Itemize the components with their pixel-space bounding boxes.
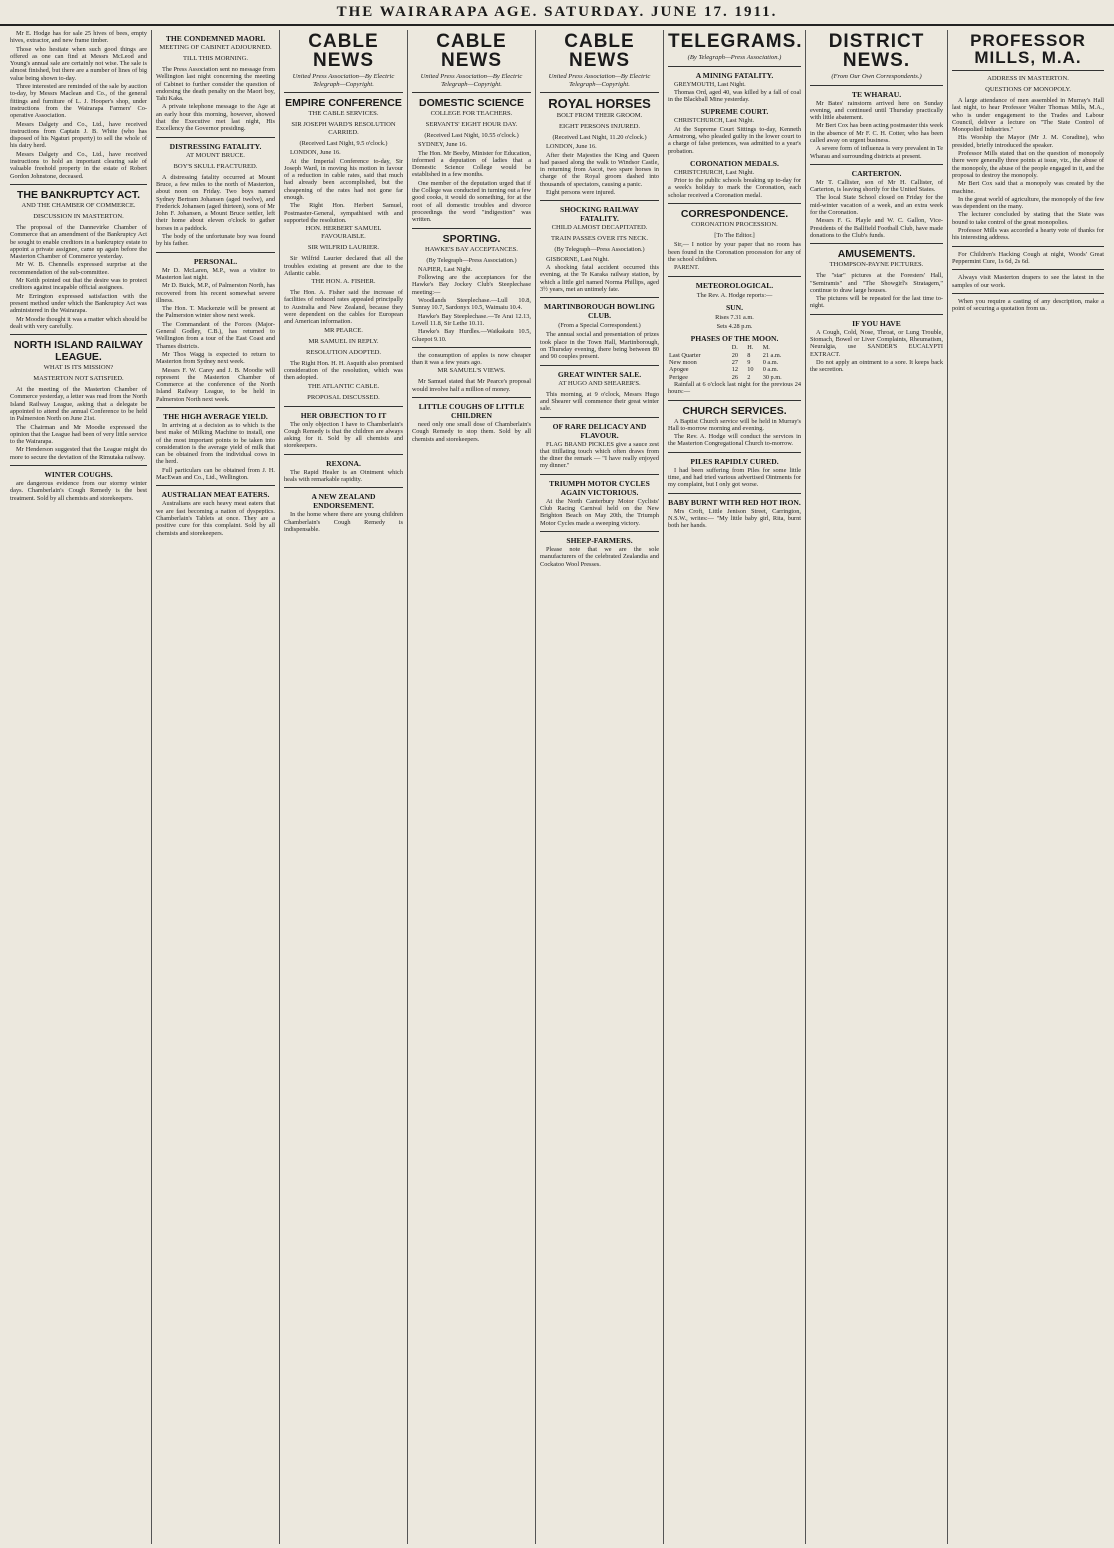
headline: EMPIRE CONFERENCE [285, 97, 402, 109]
headline: SHEEP-FARMERS. [566, 535, 633, 545]
subheadline: MR SAMUEL IN REPLY. [308, 337, 379, 345]
subheadline: PROPOSAL DISCUSSED. [307, 393, 380, 401]
column-5 [536, 30, 664, 1544]
headline: PILES RAPIDLY CURED. [690, 456, 779, 466]
paragraph: Australians are such heavy meat eaters that we are fast becoming a nation of dyspeptics. Chamberlain's Tablets at once. They are a positive cure for this complaint. Sold by all chemists and storekeepers. [156, 500, 275, 537]
divider [540, 474, 659, 475]
paragraph: Professor Mills stated that on the question of monopoly there were generally three points at issue, viz., the abuse of the monopoly, the abuse of the people engaged in it, and the proposal to destroy the monopoly. [952, 150, 1104, 179]
headline: IF YOU HAVE [852, 318, 901, 328]
paragraph: Mr D. McLaren, M.P., was a visitor to Masterton last night. [156, 266, 275, 281]
divider [284, 487, 403, 488]
table-cell: 0 a.m. [762, 366, 779, 374]
paragraph: The Rev. A. Hodge will conduct the services in the Masterton Congregational Church to-morrow. [668, 433, 801, 448]
paragraph: are dangerous evidence from our stormy winter days. Chamberlain's Cough Remedy is the best treatment. Sold by all chemists and storekeepers. [10, 480, 147, 502]
subheadline: THE CABLE SERVICES. [308, 110, 379, 117]
paragraph: Those who hesitate when such good things are offered as one can find at Messrs McLeod and Young's annual sale are certainly not wise. The sale is almost finished, but there are a number of lines of big value being shown to-day. [10, 45, 147, 82]
divider [540, 365, 659, 366]
masthead [0, 0, 1114, 26]
paragraph: Mrs Croft, Little Jenison Street, Carrington, N.S.W., writes:— "My little baby girl, Rita, burnt both her hands. [668, 507, 801, 530]
divider [952, 246, 1104, 247]
subheadline: HON. HERBERT SAMUEL FAVOURABLE. [305, 225, 382, 241]
sun-heading: SUN. [725, 302, 744, 312]
headline: ROYAL HORSES [548, 96, 651, 111]
paragraph: A private telephone message to the Age at an early hour this morning, however, showed that the Executive met last night, His Excellency the Governor presiding. [156, 103, 275, 133]
paragraph: Sir Wilfrid Laurier declared that all the troubles existing at present are due to the Atlantic cable. [284, 255, 403, 277]
subheadline: CORONATION PROCESSION. [691, 221, 778, 229]
paragraph: Hawke's Bay Steeplechase.—Te Arai 12.13, Lovell 11.8, Sir Lethe 10.11. [412, 312, 531, 327]
paragraph: Mr D. Buick, M.P., of Palmerston North, has recovered from his recent somewhat severe illness. [156, 282, 275, 304]
divider [810, 314, 943, 315]
paragraph: The only objection I have to Chamberlain's Cough Remedy is that the children are always asking for it. Sold by all chemists and storekeepers. [284, 420, 403, 450]
subheadline: THE HON. A. FISHER. [311, 278, 376, 286]
paragraph: At the meeting of the Masterton Chamber of Commerce yesterday, a letter was read from the North Island Railway League, asking that a delegate be appointed to attend the annual Conference to be held in Palmerston North on June 21st. [10, 386, 147, 423]
divider [540, 531, 659, 532]
credit-line: United Press Association—By Electric Telegraph—Copyright. [292, 73, 395, 88]
divider [10, 465, 147, 466]
paragraph: In the great world of agriculture, the monopoly of the few was dependent on the many. [952, 195, 1104, 211]
headline: A MINING FATALITY. [695, 70, 774, 80]
divider [952, 293, 1104, 294]
subheadline: MR SAMUEL'S VIEWS. [437, 367, 506, 375]
masthead-title: THE WAIRARAPA AGE. SATURDAY. JUNE 17. 1911. [336, 3, 778, 20]
section-banner: PROFESSOR MILLS, M.A. [970, 31, 1086, 67]
paragraph: When you require a casting of any description, make a point of securing a quotation from us. [952, 297, 1104, 313]
paragraph: Mr Keith pointed out that the desire was to protect creditors against incapable official assignees. [10, 277, 147, 292]
column-1 [6, 30, 152, 1544]
subheadline: MR PEARCE. [324, 326, 363, 334]
divider [668, 452, 801, 453]
subheadline: SERVANTS' EIGHT HOUR DAY. [425, 121, 518, 128]
paragraph: His Worship the Mayor (Mr J. M. Coradine), who presided, briefly introduced the speaker. [952, 134, 1104, 149]
paragraph: Following are the acceptances for the Hawke's Bay Jockey Club's Steeplechase meeting:— [412, 274, 531, 296]
headline: CORONATION MEDALS. [690, 158, 779, 168]
headline: THE CONDEMNED MAORI. [165, 34, 266, 43]
paragraph: A distressing fatality occurred at Mount Bruce, a few miles to the north of Masterton, about noon on Friday. Two boys named Sydney Bertram Johansen (aged twelve), and Frederick Johansen (aged thirteen), sons of Mr John F. Johansen, a Mount Bruce settler, left their home about eleven o'clock to gather horses in a paddock. [156, 173, 275, 232]
paragraph: Messrs F. G. Playle and W. C. Gallon, Vice-Presidents of the Ballfield Football Club, have made donations to the Club's funds. [810, 217, 943, 239]
divider [412, 228, 531, 229]
table-cell: H. [747, 344, 754, 352]
paragraph: need only one small dose of Chamberlain's Cough Remedy to stop them. Sold by all chemists and storekeepers. [412, 421, 531, 443]
paragraph: Do not apply an ointment to a sore. It keeps back the secretion. [810, 358, 943, 374]
received-note: (Received Last Night, 11.20 o'clock.) [552, 134, 647, 141]
table-cell: M. [762, 344, 770, 352]
subheadline: HAWKE'S BAY ACCEPTANCES. [425, 245, 518, 253]
divider [412, 92, 531, 93]
paragraph: A Baptist Church service will be held in Murray's Hall to-morrow morning and evening. [668, 417, 801, 432]
divider [810, 85, 943, 86]
headline: WINTER COUGHS. [44, 470, 113, 480]
headline: THE BANKRUPTCY ACT. [16, 188, 141, 201]
credit-line: (By Telegraph—Press Association.) [687, 54, 782, 61]
paragraph: Messrs F. W. Carey and J. B. Moodie will represent the Masterton Chamber of Commerce at the conference of the North Island Railway League, to be held in Palmerston North next week. [156, 366, 275, 403]
paragraph: For Children's Hacking Cough at night, Woods' Great Peppermint Cure, 1s 6d, 2s 6d. [952, 250, 1104, 265]
table-header-row [668, 344, 801, 351]
divider [810, 243, 943, 244]
paragraph: the consumption of apples is now cheaper than it was a few years ago. [412, 351, 531, 367]
paragraph: In the home where there are young children Chamberlain's Cough Remedy is indispensable. [284, 511, 403, 533]
section-banner: CABLE NEWS [308, 31, 379, 71]
table-cell: 12 [731, 366, 739, 374]
headline: REXONA. [326, 458, 361, 468]
paragraph: The annual social and presentation of prizes took place in the Town Hall, Martinborough, on Thursday evening, there being between 80 and 90 couples present. [540, 331, 659, 361]
credit-line: United Press Association—By Electric Telegraph—Copyright. [420, 73, 523, 88]
section-banner: CABLE NEWS [436, 31, 507, 71]
headline: TRIUMPH MOTOR CYCLES AGAIN VICTORIOUS. [549, 478, 650, 497]
paragraph: Messrs Dalgety and Co., Ltd., have received instructions from Captain J. B. White (who has disposed of his Ngaturi property) to sell the whole of his dairy herd. [10, 120, 147, 150]
paragraph: The Rapid Healer is an Ointment which heals with remarkable rapidity. [284, 468, 403, 484]
headline: HER OBJECTION TO IT [300, 410, 387, 420]
paragraph: Hawke's Bay Hurdles.—Waikakaiu 10.5, Gluepot 9.10. [412, 328, 531, 343]
subheadline: SIR WILFRID LAURIER. [307, 244, 380, 252]
paragraph: CHRISTCHURCH, Last Night. [674, 117, 755, 125]
received-note: (By Telegraph—Press Association.) [426, 256, 517, 264]
headline: CORRESPONDENCE. [680, 208, 789, 221]
moon-heading: PHASES OF THE MOON. [690, 334, 779, 344]
divider [10, 334, 147, 335]
table-cell: Perigee [669, 373, 688, 381]
paragraph: GISBORNE, Last Night. [546, 255, 609, 263]
headline: BABY BURNT WITH RED HOT IRON. [668, 497, 801, 507]
subheadline: EIGHT PERSONS INJURED. [558, 123, 641, 130]
table-row [668, 352, 801, 359]
paragraph: Professor Mills was accorded a hearty vote of thanks for his interesting address. [952, 227, 1104, 242]
headline: SUPREME COURT. [700, 107, 769, 117]
table-row [668, 359, 801, 366]
paragraph: Mr E. Hodge has for sale 25 hives of bees, empty hives, extractor, and new frame timber. [10, 30, 147, 45]
paragraph: Eight persons were injured. [546, 189, 616, 197]
columns [6, 30, 1108, 1544]
subheadline: TILL THIS MORNING. [182, 55, 249, 62]
headline: DISTRESSING FATALITY. [169, 141, 262, 151]
paragraph: The proposal of the Dannevirke Chamber of Commerce that an amendment of the Bankruptcy Act be sought to enable creditors in a bankruptcy estate to appoint a private assignee, came up again before the Masterton Chamber of Commerce yesterday. [10, 223, 147, 261]
subheadline: SIR JOSEPH WARD'S RESOLUTION CARRIED. [291, 121, 396, 136]
paragraph: FLAG BRAND PICKLES give a sauce zest that titillating touch which often draws from the diner the remark — "I have really enjoyed my dinner." [540, 440, 659, 470]
headline: THE HIGH AVERAGE YIELD. [163, 411, 268, 421]
table-cell: 8 [747, 351, 751, 359]
paragraph: LONDON, June 16. [546, 143, 597, 151]
subheadline: AT HUGO AND SHEARER'S. [558, 379, 641, 387]
table-row [668, 374, 801, 381]
paragraph: Mr Thos Wagg is expected to return to Masterton from Sydney next week. [156, 350, 275, 366]
headline: MARTINBOROUGH BOWLING CLUB. [544, 302, 655, 321]
paragraph: Always visit Masterton drapers to see the latest in the samples of our work. [952, 274, 1104, 289]
paragraph: One member of the deputation urged that if the College was conducted in turning out a few good cooks, it would do something, for at the root of all domestic troubles and divorce proceedings the word "indigestion" was written. [412, 179, 531, 224]
headline: CHURCH SERVICES. [682, 404, 787, 417]
paragraph: Woodlands Steeplechase.—Lull 10.8, Sunray 10.7, Sardonyx 10.5, Waimaiu 10.4. [412, 297, 531, 312]
paragraph: Prior to the public schools breaking up to-day for a week's holiday to mark the Coronation, each scholar received a Coronation medal. [668, 177, 801, 199]
section-banner: DISTRICT NEWS. [828, 31, 925, 71]
table-cell: Last Quarter [669, 351, 701, 359]
received-note: (Received Last Night, 9.5 o'clock.) [299, 140, 388, 147]
headline: CARTERTON. [851, 168, 902, 178]
received-note: (By Telegraph—Press Association.) [554, 246, 645, 254]
subheadline: AT MOUNT BRUCE. [186, 151, 245, 159]
paragraph: Mr Bert Cox has been acting postmaster this week in the absence of Mr F. C. H. Cotter, who has been called away on urgent business. [810, 122, 943, 144]
headline: TE WHARAU. [851, 89, 902, 99]
headline: DOMESTIC SCIENCE [418, 97, 524, 109]
sun-rises: Rises 7.31 a.m. [715, 313, 754, 321]
table-cell: 27 [731, 359, 739, 367]
divider [284, 92, 403, 93]
subheadline: AND THE CHAMBER OF COMMERCE. [21, 201, 136, 209]
paragraph: The Right Hon. H. H. Asquith also promised consideration of the resolution, which was then adopted. [284, 359, 403, 382]
editor-note: [To The Editor.] [714, 232, 755, 240]
table-cell: 26 [731, 373, 739, 381]
divider [810, 164, 943, 165]
divider [156, 407, 275, 408]
table-cell: New moon [669, 359, 697, 367]
paragraph: Mr Samuel stated that Mr Pearce's proposal would involve half a million of money. [412, 378, 531, 393]
divider [540, 92, 659, 93]
paragraph: CHRISTCHURCH, Last Night. [674, 168, 755, 176]
report-intro: The Rev. A. Hodge reports:— [696, 291, 773, 299]
paragraph: The lecturer concluded by stating that the State was bound to take control of the great monopolies. [952, 211, 1104, 226]
paragraph: Mr Henderson suggested that the League might do more to secure the deviation of the Rimutaka railway. [10, 446, 147, 461]
divider [952, 269, 1104, 270]
divider [668, 66, 801, 67]
divider [540, 297, 659, 298]
paragraph: Mr Bates' rainstorm arrived here on Sunday evening, and continued until Thursday practically with little abatement. [810, 99, 943, 122]
subheadline: RESOLUTION ADOPTED. [305, 348, 382, 356]
paragraph: Rainfall at 6 o'clock last night for the previous 24 hours:— [668, 380, 801, 396]
paragraph: Messrs Dalgety and Co., Ltd., have received instructions to hold an important clearing sale of valuable freehold property in the estate of Robert Gordon Johnstone, deceased. [10, 150, 147, 180]
paragraph: Mr Errington expressed satisfaction with the present method under which the Bankruptcy Act was administered in the Wairarapa. [10, 292, 147, 315]
subheadline: MASTERTON NOT SATISFIED. [33, 375, 124, 383]
subheadline: BOLT FROM THEIR GROOM. [556, 112, 643, 119]
table-cell: 0 a.m. [762, 359, 779, 367]
divider [668, 493, 801, 494]
headline: PERSONAL. [193, 256, 238, 266]
paragraph: Please note that we are the sole manufacturers of the celebrated Zealandia and Cockatoo Wool Presses. [540, 545, 659, 568]
divider [412, 347, 531, 348]
paragraph: SYDNEY, June 16. [418, 141, 467, 149]
subheadline: THE ATLANTIC CABLE. [307, 382, 380, 390]
paragraph: Mr Moodie thought it was a matter which should be dealt with very carefully. [10, 315, 147, 330]
headline: OF RARE DELICACY AND FLAVOUR. [552, 421, 647, 440]
sun-sets: Sets 4.28 p.m. [716, 323, 753, 331]
paragraph: Three interested are reminded of the sale by auction to-day, by Messrs Maclean and Co., of the general fittings and furniture of L. J. Hooper's shop, under instructions from the Wairarapa Farmers' Co-operative Association. [10, 83, 147, 120]
subheadline: DISCUSSION IN MASTERTON. [33, 212, 124, 220]
subheadline: TRAIN PASSES OVER ITS NECK. [550, 235, 649, 243]
divider [156, 137, 275, 138]
paragraph: This morning, at 9 o'clock, Messrs Hugo and Shearer will commence their great winter sale. [540, 390, 659, 413]
paragraph: Mr T. Callister, son of Mr H. Callister, of Carterton, is leaving shortly for the United States. [810, 178, 943, 194]
paragraph: The Commandant of the Forces (Major-General Godley, C.B.), has returned to Wellington from a tour of the East Coast and Thames districts. [156, 320, 275, 350]
paragraph: A shocking fatal accident occurred this evening, at the Te Karaka railway station, by which a little girl named Norma Phillips, aged 3½ years, met an untimely fate. [540, 263, 659, 293]
subheadline: QUESTIONS OF MONOPOLY. [985, 86, 1071, 93]
headline: GREAT WINTER SALE. [557, 369, 642, 379]
moon-phases-table [668, 344, 801, 380]
paragraph: The "star" pictures at the Foresters' Hall, "Semiramis" and "The Showgirl's Stratagem," continue to draw large houses. [810, 272, 943, 294]
paragraph: The Hon. A. Fisher said the increase of facilities of reduced rates appealed principally to Australia and New Zealand, because they were dependent on the cables for European and American information. [284, 289, 403, 326]
paragraph: LONDON, June 16. [290, 149, 341, 157]
headline: SHOCKING RAILWAY FATALITY. [560, 205, 639, 224]
headline: A NEW ZEALAND ENDORSEMENT. [311, 492, 376, 511]
received-note: (From a Special Correspondent.) [558, 322, 641, 330]
credit-line: United Press Association—By Electric Telegraph—Copyright. [548, 73, 651, 88]
table-cell: 21 a.m. [762, 351, 782, 359]
paragraph: I had been suffering from Piles for some little time, and had tried various advertised Ointments for my complaint, but I only got worse. [668, 466, 801, 489]
section-banner: CABLE NEWS [564, 31, 635, 71]
credit-line: (From Our Own Correspondents.) [831, 73, 922, 80]
paragraph: The Hon. T. Mackenzie will be present at the Palmerston winter show next week. [156, 305, 275, 320]
paragraph: After their Majesties the King and Queen had passed along the walk to Windsor Castle, in returning from Ascot, two spare horses in charge of the Royal groom dashed into thousands of spectators, causing a panic. [540, 151, 659, 188]
table-cell [668, 344, 731, 351]
table-cell: Apogee [669, 366, 689, 374]
headline: NORTH ISLAND RAILWAY LEAGUE. [13, 339, 144, 364]
divider [668, 276, 801, 277]
subheadline: ADDRESS IN MASTERTON. [987, 75, 1069, 82]
divider [952, 70, 1104, 71]
paragraph: The Chairman and Mr Moodie expressed the opinion that the League had been of very little service to the Wairarapa. [10, 423, 147, 446]
paragraph: The pictures will be repeated for the last time to-night. [810, 295, 943, 310]
subheadline: COLLEGE FOR TEACHERS. [430, 110, 513, 117]
subheadline: MEETING OF CABINET ADJOURNED. [159, 44, 272, 51]
paragraph: Mr W. B. Chennells expressed surprise at the recommendation of the sub-committee. [10, 261, 147, 276]
paragraph: The Press Association sent no message from Wellington last night concerning the meeting of Cabinet to further consider the question of endorsing the death penalty on the Maori boy, Tahi Kaka. [156, 66, 275, 103]
divider [284, 454, 403, 455]
column-8 [948, 30, 1108, 1544]
section-banner: TELEGRAMS. [668, 31, 803, 52]
headline: AMUSEMENTS. [837, 248, 916, 261]
divider [668, 400, 801, 401]
headline: SPORTING. [442, 232, 501, 245]
table-cell: 30 p.m. [762, 373, 782, 381]
divider [668, 203, 801, 204]
column-3 [280, 30, 408, 1544]
paragraph: A large attendance of men assembled in Murray's Hall last night, to hear Professor Walter Thomas Mills, M.A., who is under engagement to the Trades and Labour Council, deliver a lecture on "The State Control of Monopolied Industries." [952, 97, 1104, 134]
table-cell: 20 [731, 351, 739, 359]
paragraph: Thomas Ord, aged 40, was killed by a fall of coal in the Blackball Mine yesterday. [668, 88, 801, 104]
paragraph: The body of the unfortunate boy was found by his father. [156, 233, 275, 248]
headline: METEOROLOGICAL. [695, 280, 774, 290]
paragraph: The local State School closed on Friday for the mid-winter vacation of a week, and an extra week for the Coronation. [810, 194, 943, 217]
headline: LITTLE COUGHS OF LITTLE CHILDREN [418, 402, 525, 421]
paragraph: A Cough, Cold, Nose, Throat, or Lung Trouble, Stomach, Bowel or Liver Complaints, Rheumatism, Neuralgia, use SANDER'S EUCALYPTI EXTRACT. [810, 328, 943, 358]
paragraph: Mr Bert Cox said that a monopoly was created by the machine. [952, 180, 1104, 195]
paragraph: Full particulars can be obtained from J. H. MacEwan and Co., Ltd., Wellington. [156, 466, 275, 482]
paragraph: The Hon. Mr Beeby, Minister for Education, informed a deputation of ladies that a Domestic Science College would be established in a few months. [412, 149, 531, 179]
table-row [668, 366, 801, 373]
divider [156, 485, 275, 486]
column-7 [806, 30, 948, 1544]
divider [540, 200, 659, 201]
received-note: (Received Last Night, 10.55 o'clock.) [424, 132, 519, 139]
paragraph: GREYMOUTH, Last Night. [674, 80, 746, 88]
paragraph: A severe form of influenza is very prevalent in Te Wharau and surrounding districts at present. [810, 145, 943, 160]
subheadline: THOMPSON-PAYNE PICTURES. [829, 261, 924, 269]
table-cell: 10 [747, 366, 754, 374]
divider [540, 417, 659, 418]
column-6 [664, 30, 806, 1544]
divider [10, 184, 147, 185]
paragraph: The Right Hon. Herbert Samuel, Postmaster-General, sympathised with and supported the resolution. [284, 202, 403, 224]
subheadline: CHILD ALMOST DECAPITATED. [551, 224, 648, 232]
table-cell: 9 [747, 359, 751, 367]
divider [284, 406, 403, 407]
paragraph: At the Imperial Conference to-day, Sir Joseph Ward, in moving his motion in favour of a reduction in cable rates, said that much had already been accomplished, but the cheapening of the rates had not gone far enough. [284, 157, 403, 202]
paragraph: At the North Canterbury Motor Cyclists' Club Racing Carnival held on the New Brighton Beach on May 20th, the Triumph Motor Cycles made a sweeping victory. [540, 497, 659, 527]
paragraph: In arriving at a decision as to which is the best make of Milking Machine to install, one of the most important points to be taken into consideration is the average yield of milk that can be obtained from the individual cows in the herd. [156, 421, 275, 466]
paragraph: At the Supreme Court Sittings to-day, Kenneth Armstrong, who pleaded guilty in the lower court to a charge of false pretences, was admitted to a year's probation. [668, 125, 801, 155]
paragraph: NAPIER, Last Night. [418, 265, 473, 273]
paragraph: Sir,— I notice by your paper that no room has been found in the Coronation procession for any of the school children. [668, 241, 801, 263]
column-2 [152, 30, 280, 1544]
column-4 [408, 30, 536, 1544]
table-cell: D. [731, 344, 738, 352]
paragraph: PARENT. [674, 264, 700, 272]
divider [156, 252, 275, 253]
table-cell: 2 [747, 373, 751, 381]
subheadline: WHAT IS ITS MISSION? [43, 364, 114, 372]
subheadline: BOY'S SKULL FRACTURED. [173, 162, 258, 170]
headline: AUSTRALIAN MEAT EATERS. [161, 490, 270, 500]
divider [412, 397, 531, 398]
